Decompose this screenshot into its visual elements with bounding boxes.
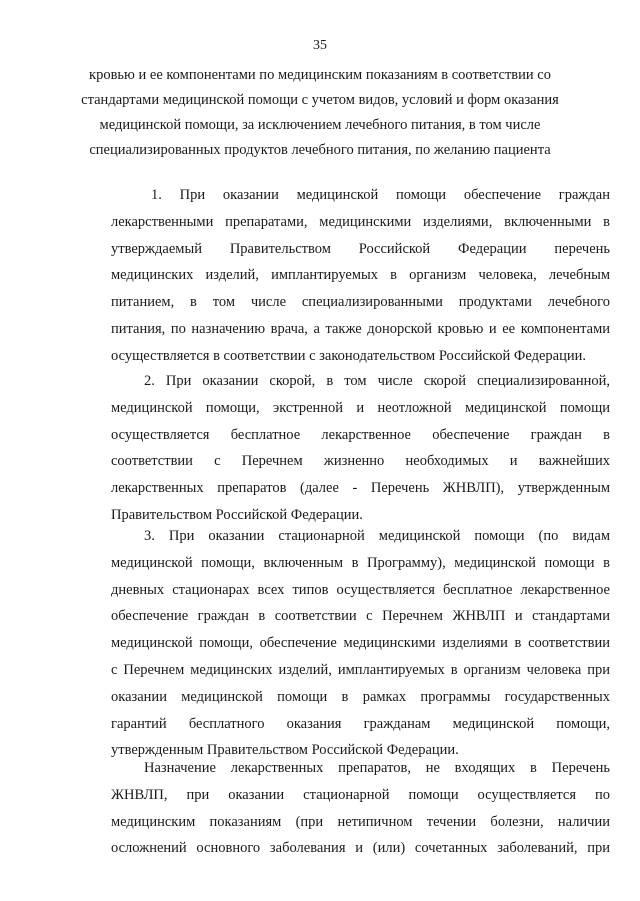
text-line: осуществляется бесплатное лекарственное обеспечение граждан в <box>111 426 610 443</box>
text-line: осложнений основного заболевания и (или) сочетанных заболеваний, при <box>111 840 610 857</box>
text-line: с Перечнем медицинских изделий, имплантируемых в организм человека при <box>111 661 610 678</box>
text-line: медицинской помощи, обеспечение медицинскими изделиями в соответствии <box>111 635 610 652</box>
paragraph-1 <box>111 182 610 370</box>
text-line: питания, по назначению врача, а также донорской кровью и ее компонентами <box>111 320 610 337</box>
title-line: кровью и ее компонентами по медицинским показаниям в соответствии со <box>89 67 551 83</box>
text-line: осуществляется в соответствии с законодательством Российской Федерации. <box>111 347 587 364</box>
text-line: 1. При оказании медицинской помощи обеспечение граждан <box>151 187 610 203</box>
text-line: медицинской помощи, включенным в Программу), медицинской помощи в <box>111 554 610 571</box>
text-line: Правительством Российской Федерации. <box>111 506 363 523</box>
text-line: медицинской помощи, экстренной и неотложной медицинской помощи <box>111 399 610 416</box>
text-line: питанием, в том числе специализированными продуктами лечебного <box>111 294 610 311</box>
text-line: 2. При оказании скорой, в том числе скорой специализированной, <box>144 373 610 389</box>
text-line: 3. При оказании стационарной медицинской помощи (по видам <box>144 528 610 544</box>
text-line: оказании медицинской помощи в рамках программы государственных <box>111 688 610 705</box>
text-line: лекарственными препаратами, медицинскими изделиями, включенными в <box>111 213 610 230</box>
text-line: гарантий бесплатного оказания гражданам медицинской помощи, <box>111 715 610 732</box>
text-line: дневных стационарах всех типов осуществляется бесплатное лекарственное <box>111 581 610 598</box>
title-line: медицинской помощи, за исключением лечебного питания, в том числе <box>99 117 541 133</box>
title-line: специализированных продуктов лечебного питания, по желанию пациента <box>89 142 551 158</box>
text-line: утвержденным Правительством Российской Федерации. <box>111 742 459 759</box>
paragraph-2 <box>111 368 610 529</box>
text-line: обеспечение граждан в соответствии с Перечнем ЖНВЛП и стандартами <box>111 608 610 625</box>
text-line: Назначение лекарственных препаратов, не входящих в Перечень <box>144 760 610 776</box>
text-line: соответствии с Перечнем жизненно необходимых и важнейших <box>111 453 610 470</box>
section-title <box>80 63 560 163</box>
text-line: ЖНВЛП, при оказании стационарной помощи осуществляется по <box>111 786 610 803</box>
text-line: медицинским показаниям (при нетипичном течении болезни, наличии <box>111 813 610 830</box>
text-line: утверждаемый Правительством Российской Федерации перечень <box>111 240 610 257</box>
paragraph-4 <box>111 755 610 862</box>
page-number: 35 <box>313 38 327 53</box>
text-line: лекарственных препаратов (далее - Перечень ЖНВЛП), утвержденным <box>111 480 610 497</box>
paragraph-3 <box>111 523 610 764</box>
text-line: медицинских изделий, имплантируемых в организм человека, лечебным <box>111 267 610 284</box>
title-line: стандартами медицинской помощи с учетом видов, условий и форм оказания <box>81 92 559 108</box>
